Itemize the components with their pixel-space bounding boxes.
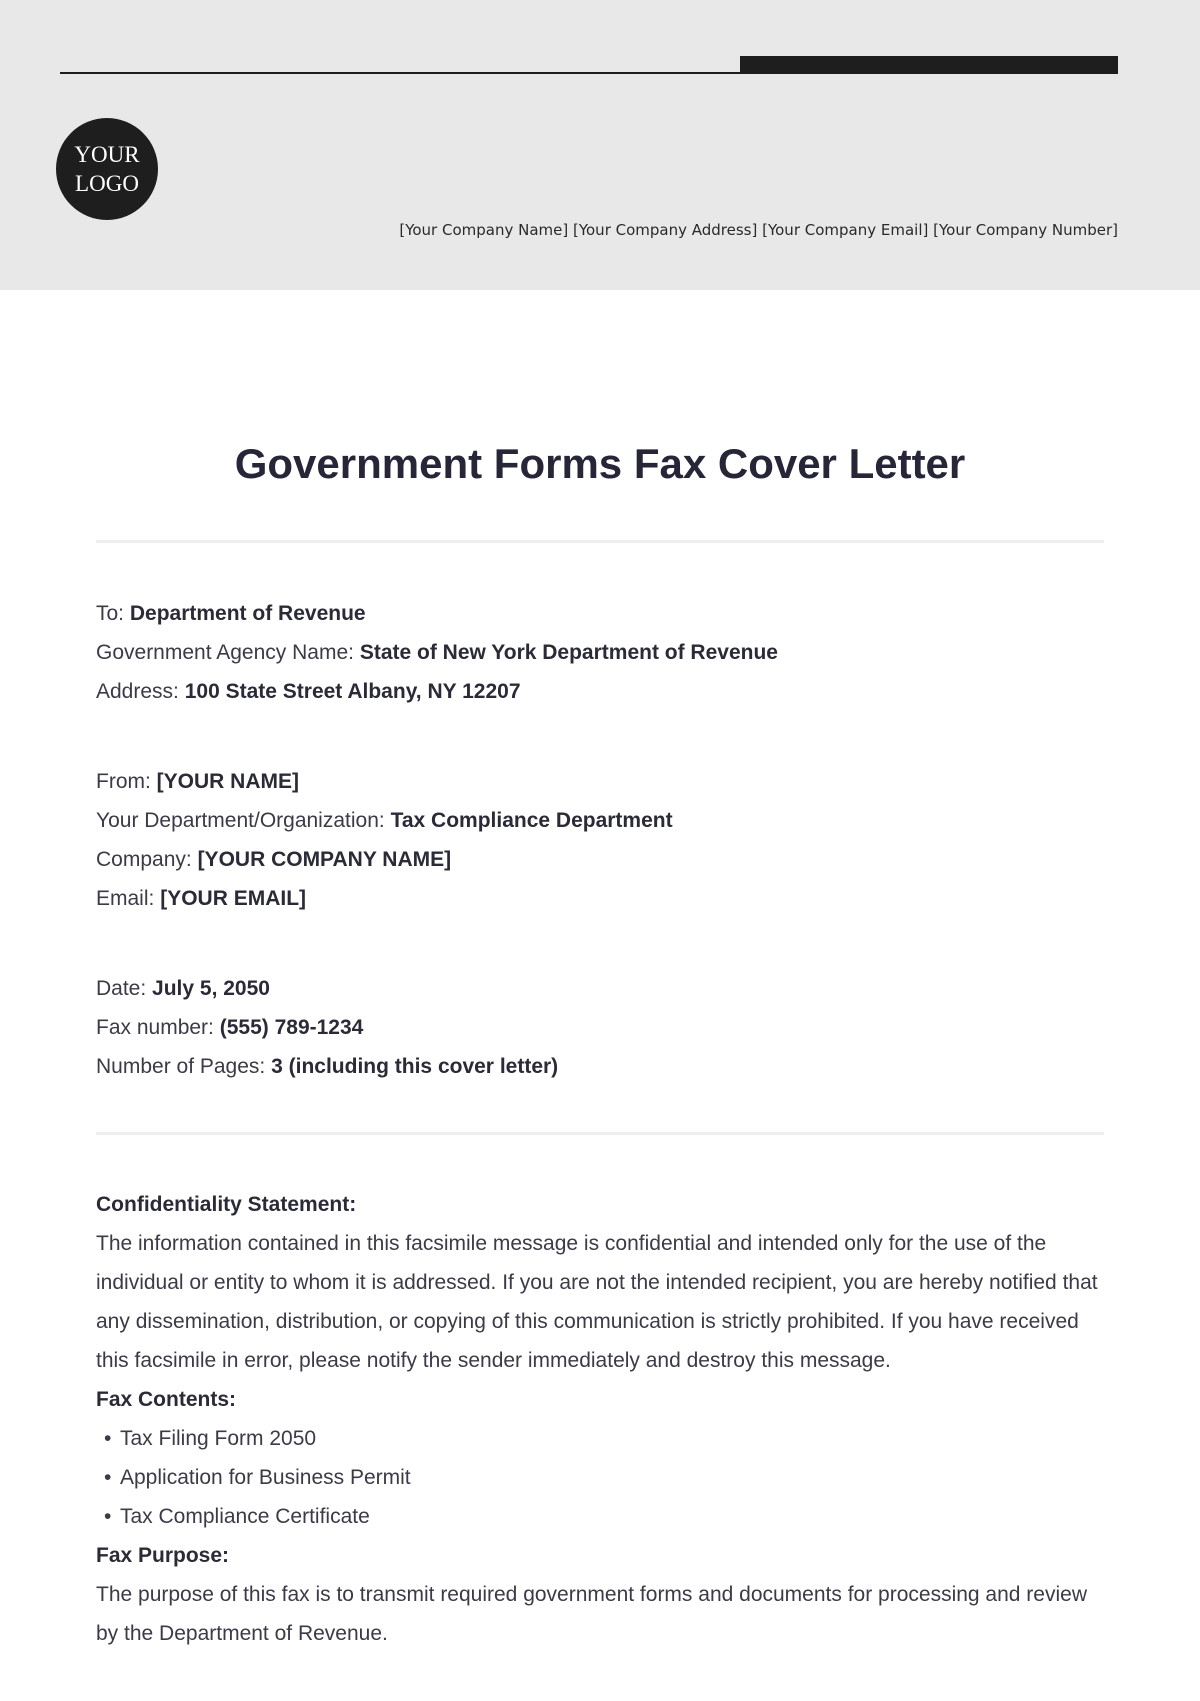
fax-contents-heading: Fax Contents:: [96, 1388, 237, 1411]
fax-number-label: Fax number:: [96, 1016, 214, 1039]
divider-bottom: [96, 1132, 1104, 1135]
company-row: [96, 840, 1104, 879]
department-row: [96, 801, 1104, 840]
company-info: [Your Company Name] [Your Company Address] [Your Company Email] [Your Company Number]: [399, 221, 1118, 239]
to-value: Department of Revenue: [129, 602, 366, 625]
confidentiality-text: The information contained in this facsimile message is confidential and intended only for the use of the individual or entity to whom it is addressed. If you are not the intended recipient, you are hereby notified that any dissemination, distribution, or copying of this communication is strictly prohibited. If you have received this facsimile in error, please notify the sender immediately and destroy this message.: [96, 1232, 1098, 1372]
date-label: Date:: [96, 977, 147, 1000]
to-label: To:: [96, 602, 125, 625]
list-item: • Application for Business Permit: [104, 1458, 1104, 1497]
sender-block: [96, 762, 1104, 918]
list-item: • Tax Compliance Certificate: [104, 1497, 1104, 1536]
body-section: [96, 1185, 1104, 1653]
agency-row: [96, 633, 1104, 672]
email-label: Email:: [96, 887, 155, 910]
logo-line-1: YOUR: [74, 142, 140, 167]
agency-label: Government Agency Name:: [96, 641, 354, 664]
list-item: • Tax Filing Form 2050: [104, 1419, 1104, 1458]
fax-purpose-heading: Fax Purpose:: [96, 1544, 230, 1567]
from-value: [YOUR NAME]: [156, 770, 299, 793]
company-label: Company:: [96, 848, 192, 871]
from-row: [96, 762, 1104, 801]
page-count-value: 3 (including this cover letter): [271, 1055, 559, 1078]
company-logo: [56, 118, 158, 220]
recipient-block: [96, 594, 1104, 711]
fax-number-row: [96, 1008, 1104, 1047]
header-thick-rule: [740, 56, 1118, 74]
to-row: [96, 594, 1104, 633]
page-count-label: Number of Pages:: [96, 1055, 266, 1078]
address-row: [96, 672, 1104, 711]
address-label: Address:: [96, 680, 179, 703]
fax-purpose-text: The purpose of this fax is to transmit required government forms and documents for processing and review by the Department of Revenue.: [96, 1583, 1087, 1645]
email-row: [96, 879, 1104, 918]
address-value: 100 State Street Albany, NY 12207: [184, 680, 521, 703]
fax-contents-list: [96, 1419, 1104, 1536]
fax-number-value: (555) 789-1234: [219, 1016, 364, 1039]
divider-top: [96, 540, 1104, 543]
agency-value: State of New York Department of Revenue: [359, 641, 778, 664]
email-value: [YOUR EMAIL]: [160, 887, 307, 910]
confidentiality-heading: Confidentiality Statement:: [96, 1193, 357, 1216]
header-thin-rule: [60, 72, 740, 74]
page-count-row: [96, 1047, 1104, 1086]
department-label: Your Department/Organization:: [96, 809, 385, 832]
page-title: Government Forms Fax Cover Letter: [234, 440, 966, 487]
header-band: [0, 0, 1200, 290]
from-label: From:: [96, 770, 151, 793]
company-value: [YOUR COMPANY NAME]: [197, 848, 452, 871]
department-value: Tax Compliance Department: [390, 809, 673, 832]
date-row: [96, 969, 1104, 1008]
date-value: July 5, 2050: [152, 977, 270, 1000]
details-block: [96, 969, 1104, 1086]
logo-line-2: LOGO: [75, 171, 139, 196]
